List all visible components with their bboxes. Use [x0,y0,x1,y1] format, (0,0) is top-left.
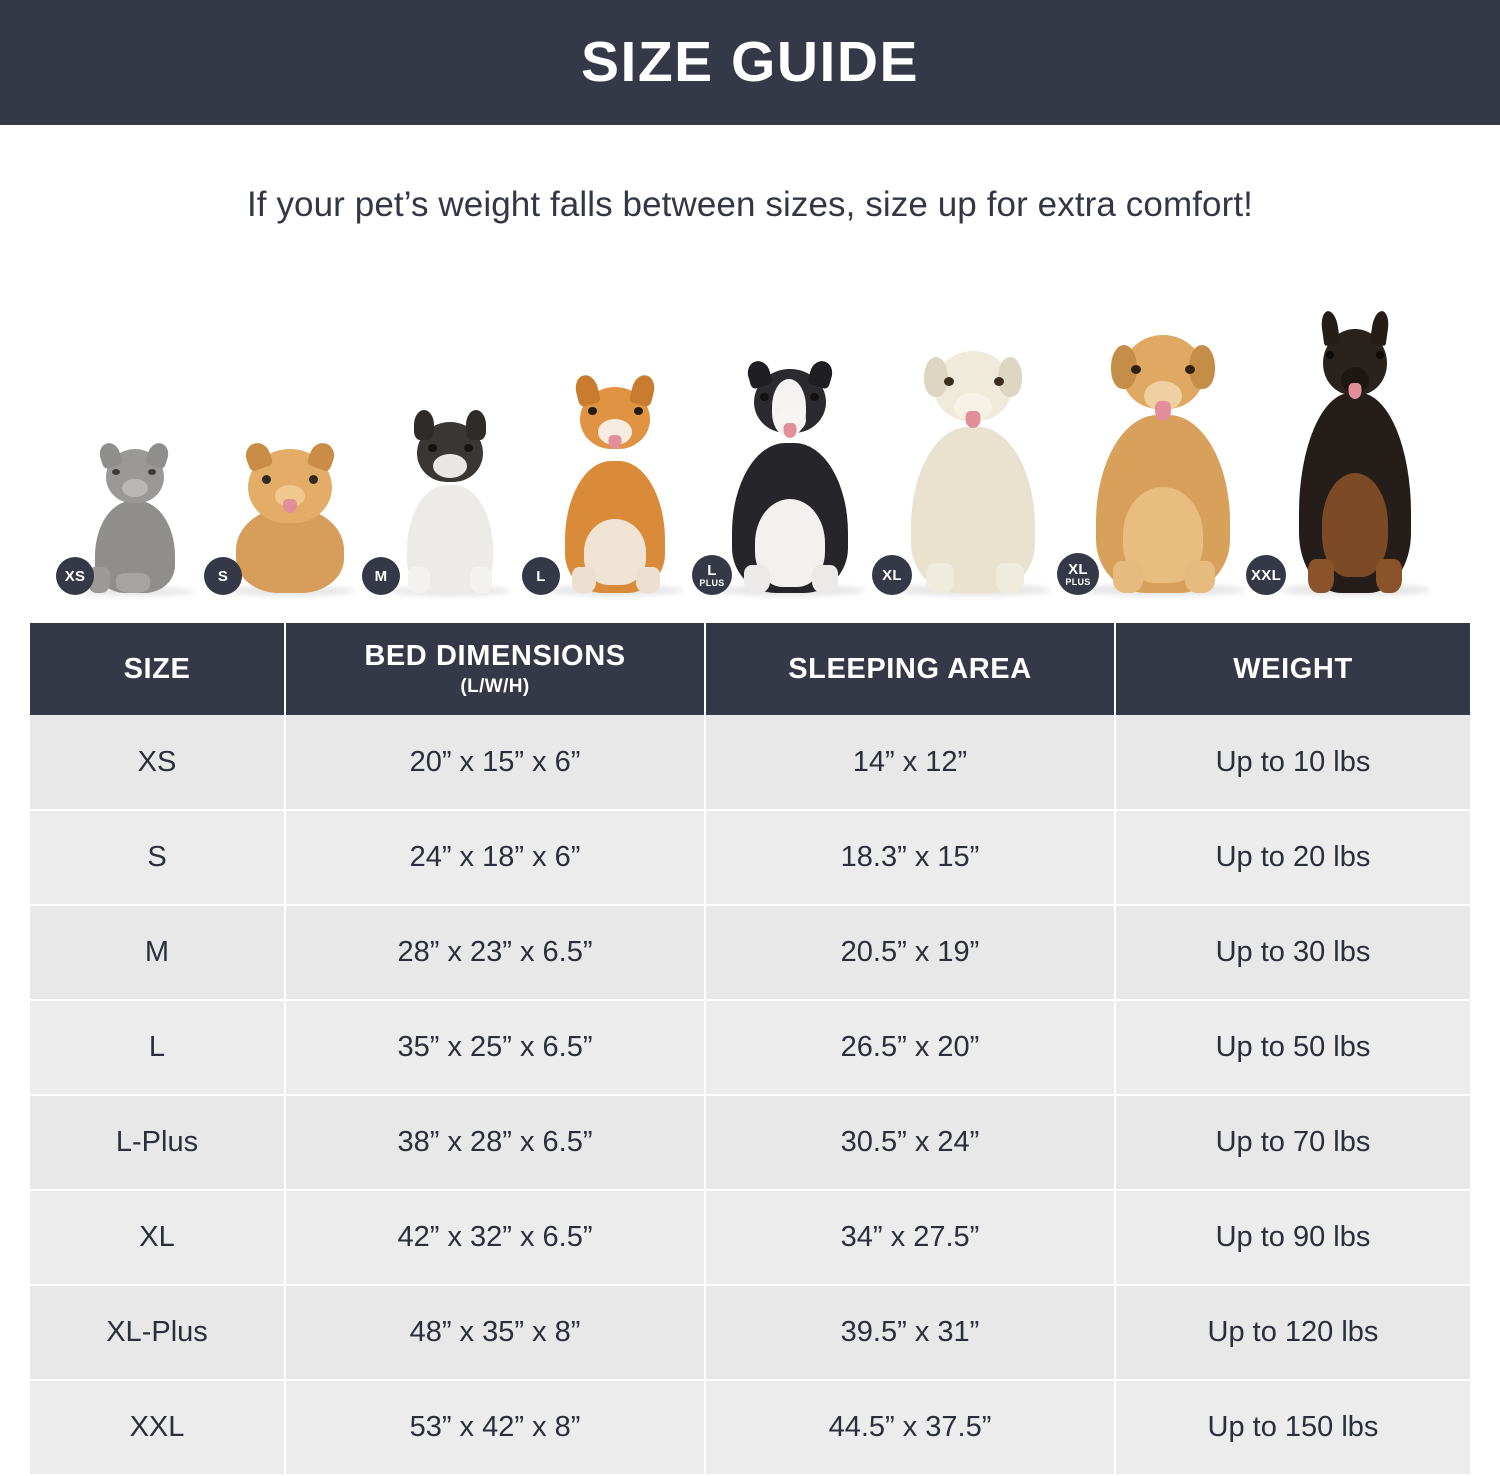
size-badge-sublabel: PLUS [1065,576,1091,587]
cell-weight: Up to 70 lbs [1115,1095,1470,1190]
table-header-row [30,623,1470,715]
cell-sleeping-area: 14” x 12” [705,715,1115,810]
subtitle-section [0,125,1500,225]
cell-sleeping-area: 20.5” x 19” [705,905,1115,1000]
small-dog-silhouette-icon [210,433,370,593]
cell-sleeping-area: 44.5” x 37.5” [705,1380,1115,1475]
table-row [30,905,1470,1000]
cell-sleeping-area: 18.3” x 15” [705,810,1115,905]
pet-lineup-item-xs [60,443,210,593]
size-badge-label: L [536,567,546,585]
cell-sleeping-area: 30.5” x 24” [705,1095,1115,1190]
cat-silhouette-icon [60,443,210,593]
size-badge-xs [56,557,94,595]
pet-lineup-item-l-plus [700,361,880,593]
size-badge-sublabel: PLUS [699,577,725,588]
table-header [30,623,1470,715]
cell-bed-dimensions: 24” x 18” x 6” [285,810,705,905]
subtitle-text: If your pet’s weight falls between sizes, size up for extra comfort! [246,185,1254,224]
cell-bed-dimensions: 28” x 23” x 6.5” [285,905,705,1000]
header-bar [0,0,1500,125]
table-row [30,1285,1470,1380]
column-header-bed-dimensions [285,623,705,715]
cell-sleeping-area: 26.5” x 20” [705,1000,1115,1095]
cell-size: L [30,1000,285,1095]
table-row [30,715,1470,810]
cell-weight: Up to 20 lbs [1115,810,1470,905]
size-badge-label: L [707,561,717,579]
size-badge-label: XL [882,566,902,584]
pet-lineup-item-s [210,433,370,593]
cell-weight: Up to 10 lbs [1115,715,1470,810]
cell-weight: Up to 50 lbs [1115,1000,1470,1095]
table-row [30,1380,1470,1475]
cell-sleeping-area: 34” x 27.5” [705,1190,1115,1285]
size-badge-label: S [217,567,229,585]
column-header-sublabel: (L/W/H) [460,676,530,697]
table-row [30,1095,1470,1190]
table-row [30,810,1470,905]
column-header-weight [1115,623,1470,715]
table-body [30,715,1470,1475]
medium-dog-silhouette-icon [370,408,530,593]
cell-bed-dimensions: 20” x 15” x 6” [285,715,705,810]
cell-sleeping-area: 39.5” x 31” [705,1285,1115,1380]
cell-weight: Up to 90 lbs [1115,1190,1470,1285]
pet-lineup-item-xxl [1250,311,1450,593]
table-row [30,1190,1470,1285]
size-badge-m [362,557,400,595]
cell-size: XL-Plus [30,1285,285,1380]
column-header-label: SLEEPING AREA [788,652,1032,685]
column-header-size [30,623,285,715]
page-title: SIZE GUIDE [580,30,920,94]
cell-bed-dimensions: 48” x 35” x 8” [285,1285,705,1380]
size-badge-s [204,557,242,595]
cell-bed-dimensions: 42” x 32” x 6.5” [285,1190,705,1285]
size-chart-table [30,623,1470,1476]
pet-lineup-item-m [370,408,530,593]
xxl-dog-silhouette-icon [1250,311,1450,593]
size-badge-label: XL [1068,560,1088,578]
pet-lineup-item-xl [880,345,1065,593]
large-dog-silhouette-icon [530,375,700,593]
size-table-wrapper [30,623,1470,1476]
large-plus-dog-silhouette-icon [700,361,880,593]
cell-bed-dimensions: 38” x 28” x 6.5” [285,1095,705,1190]
xl-dog-silhouette-icon [880,345,1065,593]
size-badge-l-plus [692,555,732,595]
column-header-sleeping-area [705,623,1115,715]
pet-size-lineup [30,263,1470,593]
size-badge-label: XXL [1250,566,1282,584]
cell-weight: Up to 150 lbs [1115,1380,1470,1475]
cell-bed-dimensions: 35” x 25” x 6.5” [285,1000,705,1095]
cell-size: L-Plus [30,1095,285,1190]
column-header-label: WEIGHT [1233,652,1353,685]
xl-plus-dog-silhouette-icon [1065,331,1260,593]
cell-bed-dimensions: 53” x 42” x 8” [285,1380,705,1475]
cell-weight: Up to 120 lbs [1115,1285,1470,1380]
pet-lineup-item-l [530,375,700,593]
cell-size: M [30,905,285,1000]
size-badge-label: M [374,567,388,585]
cell-size: S [30,810,285,905]
cell-size: XXL [30,1380,285,1475]
size-badge-label: XS [64,567,86,585]
pet-lineup-item-xl-plus [1065,331,1260,593]
size-badge-xl [872,555,912,595]
column-header-label: BED DIMENSIONS [364,640,626,672]
table-row [30,1000,1470,1095]
size-badge-l [522,557,560,595]
size-badge-xxl [1246,555,1286,595]
cell-size: XS [30,715,285,810]
cell-weight: Up to 30 lbs [1115,905,1470,1000]
column-header-label: SIZE [123,652,191,685]
cell-size: XL [30,1190,285,1285]
size-badge-xl-plus [1057,553,1099,595]
